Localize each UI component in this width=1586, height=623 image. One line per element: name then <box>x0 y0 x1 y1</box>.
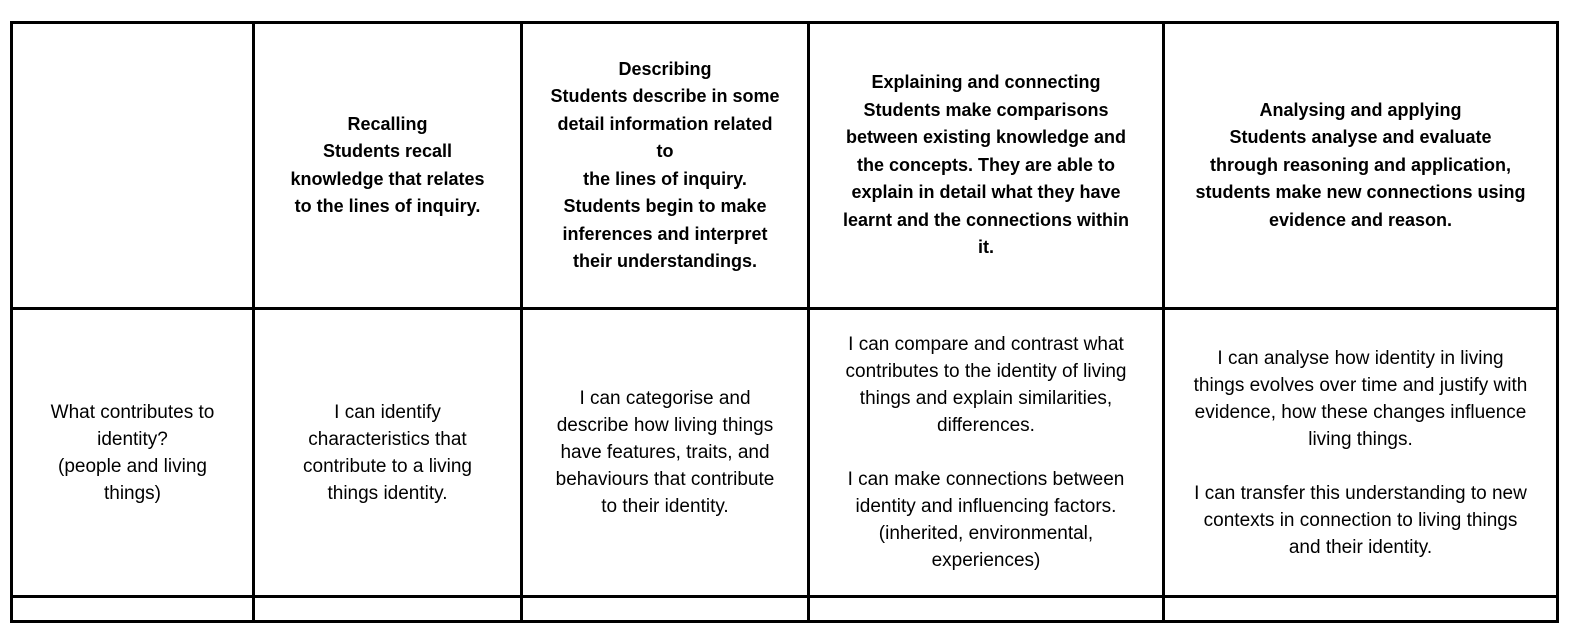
describing-line: I can categorise and <box>579 388 751 409</box>
header-describing <box>522 23 809 309</box>
header-describing-line: inferences and interpret <box>562 223 768 244</box>
header-explaining-line: between existing knowledge and <box>845 127 1127 148</box>
recalling-line: I can identify <box>334 401 441 423</box>
question-line: things) <box>103 482 162 504</box>
header-row <box>12 23 1558 309</box>
header-recalling <box>254 23 522 309</box>
rubric-table <box>10 21 1559 623</box>
analysing-line: evidence, how these changes influence <box>1194 401 1527 423</box>
header-explaining-line: the concepts. They are able to <box>856 154 1116 175</box>
header-explaining-line: explain in detail what they have <box>851 182 1121 203</box>
analysing-line: I can analyse how identity in living <box>1217 347 1504 369</box>
header-describing-line: detail information related <box>557 113 773 134</box>
analysing-cell <box>1164 309 1558 597</box>
explaining-line: identity and influencing factors. <box>855 496 1117 517</box>
describing-cell <box>522 309 809 597</box>
describing-line: to their identity. <box>601 496 729 517</box>
header-explaining-line: it. <box>978 237 994 258</box>
question-line: What contributes to <box>50 401 215 423</box>
header-explaining-title: Explaining and connecting <box>871 72 1101 93</box>
question-line: (people and living <box>58 455 207 477</box>
header-recalling-title: Recalling <box>347 113 428 134</box>
header-recalling-line: knowledge that relates <box>290 168 485 189</box>
explaining-line: I can compare and contrast what <box>848 334 1124 355</box>
header-describing-line: their understandings. <box>572 251 758 271</box>
header-describing-line: Students begin to make <box>563 196 767 216</box>
recalling-cell <box>254 309 522 597</box>
header-analysing-line: Students analyse and evaluate <box>1229 127 1492 148</box>
header-describing-line: the lines of inquiry. <box>583 168 747 189</box>
header-describing-title: Describing <box>618 58 712 79</box>
header-empty-cell <box>12 23 254 309</box>
header-analysing-line: evidence and reason. <box>1268 209 1453 230</box>
analysing-line: contexts in connection to living things <box>1203 509 1518 531</box>
header-analysing-line: through reasoning and application, <box>1209 154 1511 175</box>
header-analysing-line: students make new connections using <box>1195 182 1526 203</box>
explaining-line: experiences) <box>931 550 1041 571</box>
explaining-line: I can make connections between <box>847 469 1125 490</box>
question-cell <box>12 309 254 597</box>
table-row <box>12 309 1558 597</box>
analysing-line: I can transfer this understanding to new <box>1194 482 1527 504</box>
analysing-line: and their identity. <box>1288 536 1433 558</box>
explaining-line: differences. <box>937 415 1035 436</box>
paragraph-gap <box>1175 453 1546 480</box>
explaining-line: contributes to the identity of living <box>845 361 1127 382</box>
header-describing-line: Students describe in some <box>550 86 780 106</box>
paragraph-gap <box>820 439 1152 466</box>
question-line: identity? <box>97 428 168 450</box>
analysing-line: things evolves over time and justify with <box>1193 374 1528 396</box>
recalling-line: characteristics that <box>308 428 467 450</box>
header-analysing-title: Analysing and applying <box>1259 99 1462 120</box>
explaining-line: things and explain similarities, <box>859 388 1113 409</box>
header-explaining <box>809 23 1164 309</box>
describing-line: behaviours that contribute <box>555 469 775 490</box>
recalling-line: contribute to a living <box>303 455 472 477</box>
header-recalling-line: Students recall <box>322 141 453 161</box>
explaining-cell <box>809 309 1164 597</box>
describing-line: describe how living things <box>556 415 774 436</box>
header-describing-line: to <box>656 141 674 161</box>
header-explaining-line: learnt and the connections within <box>842 209 1130 230</box>
header-analysing <box>1164 23 1558 309</box>
recalling-line: things identity. <box>327 482 448 504</box>
header-explaining-line: Students make comparisons <box>863 99 1109 120</box>
explaining-line: (inherited, environmental, <box>878 523 1094 544</box>
header-recalling-line: to the lines of inquiry. <box>294 196 481 216</box>
describing-line: have features, traits, and <box>560 442 770 463</box>
analysing-line: living things. <box>1308 428 1413 450</box>
